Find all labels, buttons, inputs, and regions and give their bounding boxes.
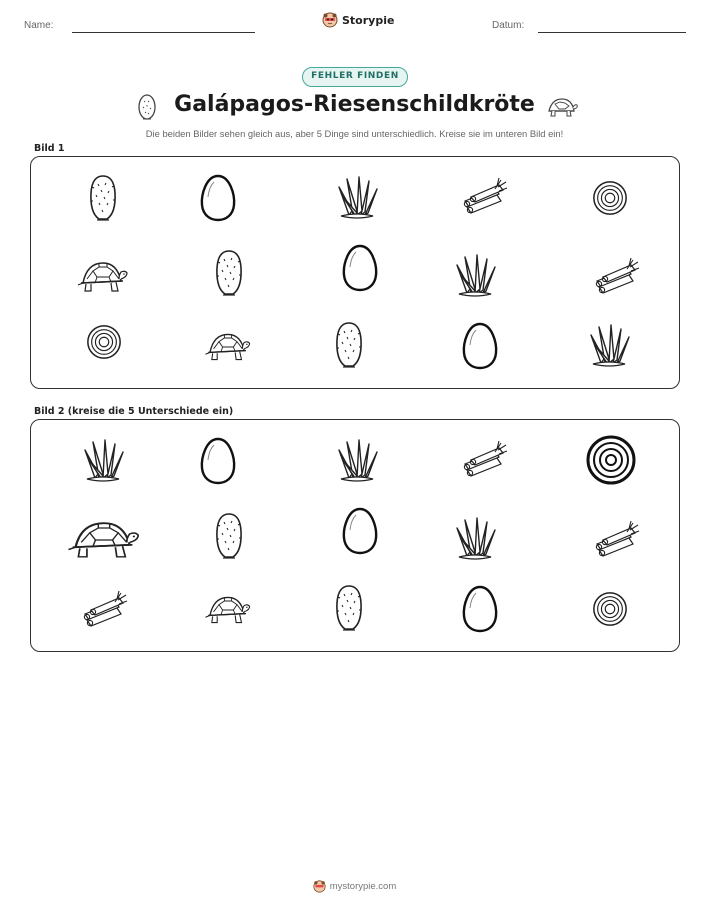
brand-logo bbox=[322, 12, 394, 28]
shell-icon bbox=[591, 179, 629, 217]
cactus-icon bbox=[329, 319, 369, 371]
sticks-icon bbox=[591, 257, 641, 295]
activity-tag: FEHLER FINDEN bbox=[302, 67, 408, 87]
date-line[interactable] bbox=[538, 32, 686, 33]
grass-icon[interactable] bbox=[335, 438, 379, 484]
egg-icon bbox=[459, 321, 501, 371]
sticks-icon[interactable] bbox=[591, 520, 641, 558]
sticks-icon bbox=[459, 177, 509, 215]
grass-icon bbox=[587, 323, 631, 369]
egg-icon bbox=[339, 243, 381, 293]
sticks-icon[interactable] bbox=[459, 440, 509, 478]
grass-icon[interactable] bbox=[453, 516, 497, 562]
picture-2-label: Bild 2 (kreise die 5 Unterschiede ein) bbox=[34, 406, 234, 417]
shell-icon[interactable] bbox=[591, 590, 629, 628]
date-label: Datum: bbox=[492, 20, 525, 31]
egg-icon bbox=[197, 173, 239, 223]
brand-name: Storypie bbox=[342, 13, 395, 27]
grass-icon bbox=[335, 175, 379, 221]
turtle-icon[interactable] bbox=[203, 592, 253, 628]
cactus-icon[interactable] bbox=[329, 582, 369, 634]
sticks-icon[interactable] bbox=[79, 590, 129, 628]
page-title: Galápagos-Riesenschildkröte bbox=[174, 92, 535, 117]
turtle-icon bbox=[203, 329, 253, 365]
name-label: Name: bbox=[24, 20, 54, 31]
shell-icon bbox=[85, 323, 123, 361]
egg-icon[interactable] bbox=[197, 436, 239, 486]
picture-1-label: Bild 1 bbox=[34, 143, 65, 154]
name-line[interactable] bbox=[72, 32, 255, 33]
mascot-icon bbox=[322, 12, 338, 28]
title-row bbox=[0, 92, 709, 124]
cactus-icon bbox=[209, 247, 249, 299]
footer-url[interactable]: mystorypie.com bbox=[329, 881, 397, 892]
turtle-icon bbox=[544, 95, 578, 119]
footer bbox=[0, 880, 709, 893]
egg-icon[interactable] bbox=[459, 584, 501, 634]
grass-icon bbox=[453, 253, 497, 299]
cactus-icon bbox=[83, 173, 123, 223]
picture-2-panel[interactable] bbox=[30, 419, 680, 652]
egg-icon[interactable] bbox=[339, 506, 381, 556]
turtle-icon bbox=[77, 257, 129, 297]
picture-1-panel bbox=[30, 156, 680, 389]
instructions: Die beiden Bilder sehen gleich aus, aber 5 Dinge sind unterschiedlich. Kreise sie im unteren Bild ein! bbox=[145, 128, 564, 139]
cactus-icon[interactable] bbox=[209, 510, 249, 562]
grass-icon[interactable] bbox=[81, 438, 125, 484]
turtle-icon[interactable] bbox=[67, 516, 141, 564]
shell-icon[interactable] bbox=[585, 434, 637, 486]
mascot-icon bbox=[313, 880, 326, 893]
